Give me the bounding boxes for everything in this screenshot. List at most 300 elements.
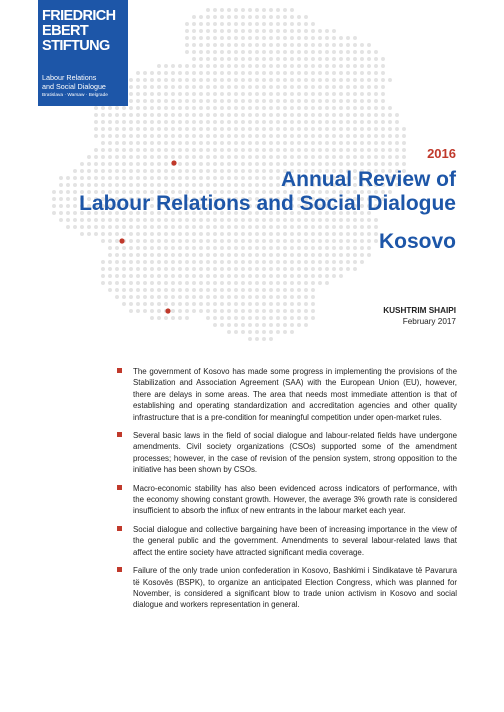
map-dot — [164, 246, 168, 250]
map-dot — [234, 295, 238, 299]
map-dot — [269, 274, 273, 278]
map-dot — [318, 50, 322, 54]
map-dot — [206, 22, 210, 26]
map-dot — [283, 239, 287, 243]
map-dot — [178, 239, 182, 243]
map-dot — [311, 218, 315, 222]
map-dot — [220, 106, 224, 110]
map-dot — [311, 148, 315, 152]
map-dot — [297, 99, 301, 103]
map-dot — [255, 281, 259, 285]
map-dot — [220, 99, 224, 103]
map-dot — [353, 218, 357, 222]
map-dot — [108, 127, 112, 131]
map-dot — [150, 274, 154, 278]
map-dot — [360, 253, 364, 257]
map-dot — [87, 232, 91, 236]
summary-text: Macro-economic stability has also been evidenced across indicators of performance, with the economy showing constant growth. However, the average 3% growth rate is considered insufficient to absorb the influx of new entrants in the labour market each year. — [133, 483, 457, 516]
map-dot — [325, 43, 329, 47]
map-dot — [157, 267, 161, 271]
map-dot — [234, 64, 238, 68]
map-dot — [206, 225, 210, 229]
map-dot — [143, 232, 147, 236]
map-dot — [262, 232, 266, 236]
map-dot — [353, 85, 357, 89]
map-dot — [178, 162, 182, 166]
map-dot — [234, 113, 238, 117]
map-dot — [318, 92, 322, 96]
map-dot — [150, 246, 154, 250]
map-dot — [108, 218, 112, 222]
map-dot — [185, 260, 189, 264]
map-dot — [388, 148, 392, 152]
map-dot — [129, 260, 133, 264]
map-dot — [248, 337, 252, 341]
map-dot — [199, 155, 203, 159]
map-dot — [136, 309, 140, 313]
map-dot — [185, 267, 189, 271]
map-dot — [220, 274, 224, 278]
map-dot — [360, 141, 364, 145]
report-title — [79, 168, 456, 216]
map-dot — [199, 218, 203, 222]
map-dot — [360, 57, 364, 61]
map-dot — [304, 274, 308, 278]
map-dot — [220, 134, 224, 138]
map-dot — [311, 22, 315, 26]
map-dot — [304, 29, 308, 33]
map-dot — [360, 260, 364, 264]
map-dot — [346, 239, 350, 243]
map-dot — [164, 253, 168, 257]
map-dot — [353, 225, 357, 229]
map-dot — [332, 134, 336, 138]
map-dot — [185, 43, 189, 47]
map-dot — [122, 246, 126, 250]
map-dot — [213, 71, 217, 75]
map-dot — [164, 218, 168, 222]
map-dot — [136, 260, 140, 264]
map-dot — [381, 162, 385, 166]
map-dot — [220, 162, 224, 166]
map-dot — [234, 316, 238, 320]
map-dot — [164, 288, 168, 292]
map-dot — [192, 302, 196, 306]
map-dot — [255, 218, 259, 222]
map-dot — [213, 218, 217, 222]
map-dot — [276, 127, 280, 131]
map-dot — [227, 232, 231, 236]
map-dot — [192, 92, 196, 96]
map-dot — [220, 316, 224, 320]
map-dot — [262, 127, 266, 131]
map-dot — [269, 316, 273, 320]
map-dot — [304, 106, 308, 110]
map-dot — [262, 274, 266, 278]
map-dot — [192, 239, 196, 243]
map-dot — [276, 267, 280, 271]
map-dot — [199, 267, 203, 271]
map-dot — [241, 281, 245, 285]
map-dot — [248, 29, 252, 33]
map-dot — [332, 99, 336, 103]
map-dot — [220, 253, 224, 257]
map-dot — [220, 260, 224, 264]
map-dot — [241, 295, 245, 299]
map-dot — [360, 43, 364, 47]
map-dot — [241, 64, 245, 68]
map-dot — [171, 274, 175, 278]
map-dot — [269, 57, 273, 61]
map-dot — [213, 239, 217, 243]
logo-subtitle-1: Labour Relations — [42, 73, 97, 82]
map-dot — [150, 71, 154, 75]
map-dot — [381, 64, 385, 68]
map-dot — [115, 106, 119, 110]
map-dot — [311, 50, 315, 54]
map-dot — [297, 85, 301, 89]
map-dot — [178, 267, 182, 271]
map-dot — [227, 323, 231, 327]
map-dot — [192, 281, 196, 285]
map-dot — [339, 78, 343, 82]
map-dot — [360, 218, 364, 222]
map-dot — [199, 29, 203, 33]
map-dot — [353, 71, 357, 75]
map-dot — [297, 50, 301, 54]
map-dot — [395, 127, 399, 131]
map-dot — [353, 99, 357, 103]
map-dot — [192, 134, 196, 138]
map-dot — [297, 253, 301, 257]
map-dot — [143, 267, 147, 271]
map-dot — [178, 246, 182, 250]
map-dot — [157, 99, 161, 103]
map-dot — [332, 57, 336, 61]
map-dot — [297, 36, 301, 40]
map-dot — [241, 36, 245, 40]
summary-text: Several basic laws in the field of social dialogue and labour-related fields have undergone amendments. Civil society organizations (CSOs) supported some of the amendment processes; however, in the case of revision of the pension system, strong opposition to the initiative has been shown by CSOs. — [133, 431, 457, 475]
map-dot — [101, 267, 105, 271]
map-dot — [164, 92, 168, 96]
map-dot — [332, 239, 336, 243]
map-dot — [269, 330, 273, 334]
map-dot — [129, 78, 133, 82]
map-dot — [192, 141, 196, 145]
map-dot — [262, 239, 266, 243]
map-dot — [227, 15, 231, 19]
map-dot — [297, 148, 301, 152]
map-dot — [269, 78, 273, 82]
map-dot — [192, 232, 196, 236]
map-dot — [346, 225, 350, 229]
map-dot — [346, 253, 350, 257]
map-dot — [213, 85, 217, 89]
map-dot — [171, 85, 175, 89]
map-dot — [171, 288, 175, 292]
map-dot — [262, 246, 266, 250]
map-dot — [143, 274, 147, 278]
map-dot — [318, 148, 322, 152]
map-dot — [129, 295, 133, 299]
map-dot — [339, 225, 343, 229]
map-dot — [206, 274, 210, 278]
map-dot — [283, 92, 287, 96]
map-dot — [136, 288, 140, 292]
map-dot — [241, 22, 245, 26]
map-dot — [332, 92, 336, 96]
map-dot — [283, 120, 287, 124]
map-dot — [164, 281, 168, 285]
map-dot — [283, 309, 287, 313]
map-dot — [318, 253, 322, 257]
map-dot — [304, 239, 308, 243]
map-dot — [255, 15, 259, 19]
map-dot — [332, 71, 336, 75]
map-dot — [290, 99, 294, 103]
map-dot — [255, 309, 259, 313]
map-dot — [353, 92, 357, 96]
map-dot — [311, 162, 315, 166]
map-dot — [115, 155, 119, 159]
map-dot — [213, 309, 217, 313]
map-dot — [241, 120, 245, 124]
map-dot — [164, 141, 168, 145]
map-dot — [332, 78, 336, 82]
map-dot — [255, 141, 259, 145]
map-dot — [276, 302, 280, 306]
map-dot — [143, 148, 147, 152]
map-dot — [290, 78, 294, 82]
map-dot — [185, 127, 189, 131]
map-dot — [290, 15, 294, 19]
map-dot — [157, 162, 161, 166]
map-dot — [220, 36, 224, 40]
map-dot — [206, 316, 210, 320]
map-dot — [262, 309, 266, 313]
map-dot — [227, 85, 231, 89]
map-dot — [332, 267, 336, 271]
map-dot — [255, 120, 259, 124]
map-dot — [150, 92, 154, 96]
map-dot — [325, 218, 329, 222]
map-dot — [269, 50, 273, 54]
map-dot — [276, 57, 280, 61]
map-dot — [108, 148, 112, 152]
map-dot — [143, 120, 147, 124]
map-dot — [220, 295, 224, 299]
map-dot — [276, 232, 280, 236]
map-dot — [290, 120, 294, 124]
map-dot — [269, 246, 273, 250]
map-dot — [290, 36, 294, 40]
map-dot — [101, 162, 105, 166]
map-dot — [66, 204, 70, 208]
map-dot — [150, 232, 154, 236]
map-dot — [206, 288, 210, 292]
map-dot — [143, 225, 147, 229]
map-dot — [192, 64, 196, 68]
map-dot — [297, 43, 301, 47]
map-dot — [227, 71, 231, 75]
map-dot — [255, 225, 259, 229]
map-dot — [311, 260, 315, 264]
map-dot — [353, 162, 357, 166]
map-dot — [171, 295, 175, 299]
map-dot — [304, 232, 308, 236]
map-dot — [87, 155, 91, 159]
map-dot — [234, 36, 238, 40]
map-dot — [248, 281, 252, 285]
map-dot — [122, 148, 126, 152]
map-dot — [255, 36, 259, 40]
map-dot — [255, 134, 259, 138]
map-dot — [262, 64, 266, 68]
map-dot — [339, 246, 343, 250]
map-dot — [122, 232, 126, 236]
map-dot — [283, 253, 287, 257]
map-dot — [269, 113, 273, 117]
map-dot — [283, 113, 287, 117]
map-dot — [283, 134, 287, 138]
map-dot — [199, 281, 203, 285]
map-dot — [311, 99, 315, 103]
map-dot — [234, 15, 238, 19]
map-dot — [178, 148, 182, 152]
map-dot — [332, 85, 336, 89]
map-dot — [255, 239, 259, 243]
map-dot — [136, 127, 140, 131]
map-dot — [157, 106, 161, 110]
map-dot — [304, 22, 308, 26]
map-highlight-dot — [119, 238, 124, 243]
map-dot — [108, 120, 112, 124]
map-dot — [129, 134, 133, 138]
map-dot — [339, 71, 343, 75]
map-dot — [318, 57, 322, 61]
map-dot — [332, 246, 336, 250]
map-dot — [192, 85, 196, 89]
map-dot — [395, 141, 399, 145]
map-dot — [276, 29, 280, 33]
map-dot — [353, 239, 357, 243]
title-line-2: Labour Relations and Social Dialogue — [79, 192, 456, 215]
map-dot — [220, 148, 224, 152]
map-dot — [276, 155, 280, 159]
map-dot — [241, 113, 245, 117]
map-dot — [52, 197, 56, 201]
map-dot — [262, 50, 266, 54]
map-dot — [318, 218, 322, 222]
map-dot — [388, 134, 392, 138]
map-dot — [143, 288, 147, 292]
map-dot — [171, 155, 175, 159]
map-dot — [255, 92, 259, 96]
map-dot — [122, 141, 126, 145]
map-dot — [199, 232, 203, 236]
map-dot — [262, 141, 266, 145]
map-dot — [276, 92, 280, 96]
map-dot — [129, 218, 133, 222]
map-dot — [59, 197, 63, 201]
map-dot — [227, 253, 231, 257]
map-dot — [346, 127, 350, 131]
map-dot — [304, 309, 308, 313]
map-dot — [346, 162, 350, 166]
map-dot — [339, 274, 343, 278]
map-dot — [94, 218, 98, 222]
map-dot — [311, 71, 315, 75]
map-dot — [269, 120, 273, 124]
map-dot — [290, 274, 294, 278]
map-dot — [346, 148, 350, 152]
map-dot — [234, 78, 238, 82]
map-dot — [360, 232, 364, 236]
map-dot — [150, 155, 154, 159]
map-dot — [283, 274, 287, 278]
map-dot — [318, 99, 322, 103]
map-dot — [234, 50, 238, 54]
map-dot — [192, 253, 196, 257]
map-dot — [255, 71, 259, 75]
map-dot — [178, 99, 182, 103]
map-dot — [255, 162, 259, 166]
map-dot — [241, 106, 245, 110]
map-dot — [129, 225, 133, 229]
map-dot — [283, 148, 287, 152]
map-dot — [332, 162, 336, 166]
map-dot — [185, 113, 189, 117]
map-dot — [199, 141, 203, 145]
map-dot — [367, 92, 371, 96]
map-dot — [388, 78, 392, 82]
map-dot — [248, 253, 252, 257]
map-dot — [388, 141, 392, 145]
map-dot — [185, 29, 189, 33]
map-dot — [339, 253, 343, 257]
map-dot — [136, 232, 140, 236]
map-dot — [94, 120, 98, 124]
map-dot — [227, 162, 231, 166]
map-dot — [206, 267, 210, 271]
map-dot — [353, 50, 357, 54]
map-dot — [360, 239, 364, 243]
map-dot — [311, 295, 315, 299]
map-dot — [227, 99, 231, 103]
map-dot — [122, 155, 126, 159]
map-dot — [220, 323, 224, 327]
map-dot — [304, 162, 308, 166]
map-dot — [283, 127, 287, 131]
map-dot — [213, 302, 217, 306]
map-dot — [206, 141, 210, 145]
map-dot — [269, 253, 273, 257]
map-dot — [290, 155, 294, 159]
map-dot — [290, 232, 294, 236]
map-dot — [283, 260, 287, 264]
map-dot — [136, 113, 140, 117]
map-dot — [192, 43, 196, 47]
map-dot — [164, 99, 168, 103]
map-dot — [199, 246, 203, 250]
map-dot — [374, 134, 378, 138]
map-dot — [290, 309, 294, 313]
map-dot — [339, 141, 343, 145]
map-dot — [325, 120, 329, 124]
map-dot — [262, 8, 266, 12]
map-dot — [171, 120, 175, 124]
map-dot — [73, 211, 77, 215]
